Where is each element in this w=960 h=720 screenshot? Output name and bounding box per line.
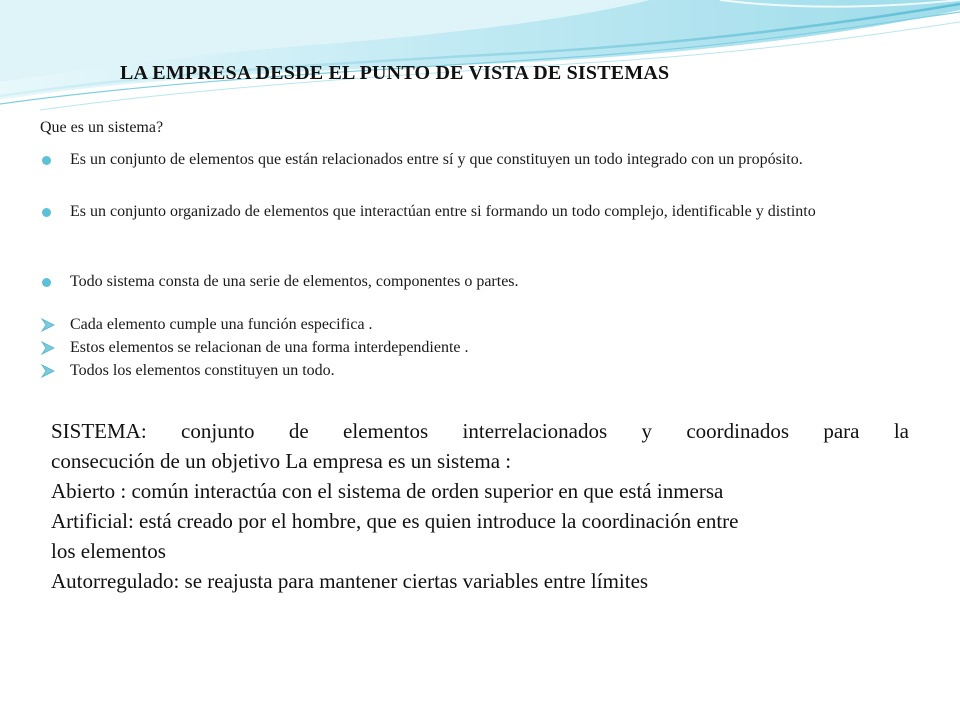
- bullet-text: Es un conjunto de elementos que están relacionados entre sí y que constituyen un todo integrado con un propósito.: [70, 151, 803, 168]
- list-item: [40, 338, 900, 358]
- arrow-item-text: Todos los elementos constituyen un todo.: [70, 362, 335, 379]
- bullet-list: [40, 150, 900, 170]
- definition-line: SISTEMA: conjunto de elementos interrelacionados y coordinados para la: [51, 419, 909, 443]
- arrow-bullet-icon: [41, 318, 55, 332]
- arrow-item-text: Cada elemento cumple una función especifica .: [70, 316, 373, 333]
- list-item: [40, 315, 900, 335]
- list-item: [40, 361, 900, 381]
- bullet-text: Es un conjunto organizado de elementos que interactúan entre si formando un todo complejo, identificable y distinto: [70, 203, 816, 220]
- list-item: [40, 202, 900, 222]
- definition-line: Autorregulado: se reajusta para mantener ciertas variables entre límites: [51, 569, 649, 593]
- arrow-bullet-icon: [41, 364, 55, 378]
- arrow-bullet-icon: [41, 341, 55, 355]
- arrow-item-text: Estos elementos se relacionan de una forma interdependiente .: [70, 339, 469, 356]
- definition-line: Artificial: está creado por el hombre, que es quien introduce la coordinación entre: [51, 509, 739, 533]
- bullet-list: [40, 202, 900, 222]
- wave-header-decoration: [0, 0, 960, 120]
- round-bullet-icon: [42, 278, 51, 287]
- list-item: [40, 150, 900, 170]
- system-definition-block: [51, 416, 909, 596]
- definition-line: los elementos: [51, 539, 166, 563]
- bullet-list: [40, 272, 900, 292]
- slide-title: LA EMPRESA DESDE EL PUNTO DE VISTA DE SISTEMAS: [120, 62, 670, 84]
- round-bullet-icon: [42, 156, 51, 165]
- list-item: [40, 272, 900, 292]
- question-text: Que es un sistema?: [40, 119, 164, 136]
- arrow-list: [40, 315, 900, 381]
- definition-line: Abierto : común interactúa con el sistema de orden superior en que está inmersa: [51, 479, 724, 503]
- round-bullet-icon: [42, 208, 51, 217]
- definition-line: consecución de un objetivo La empresa es un sistema :: [51, 449, 512, 473]
- bullet-text: Todo sistema consta de una serie de elementos, componentes o partes.: [70, 273, 519, 290]
